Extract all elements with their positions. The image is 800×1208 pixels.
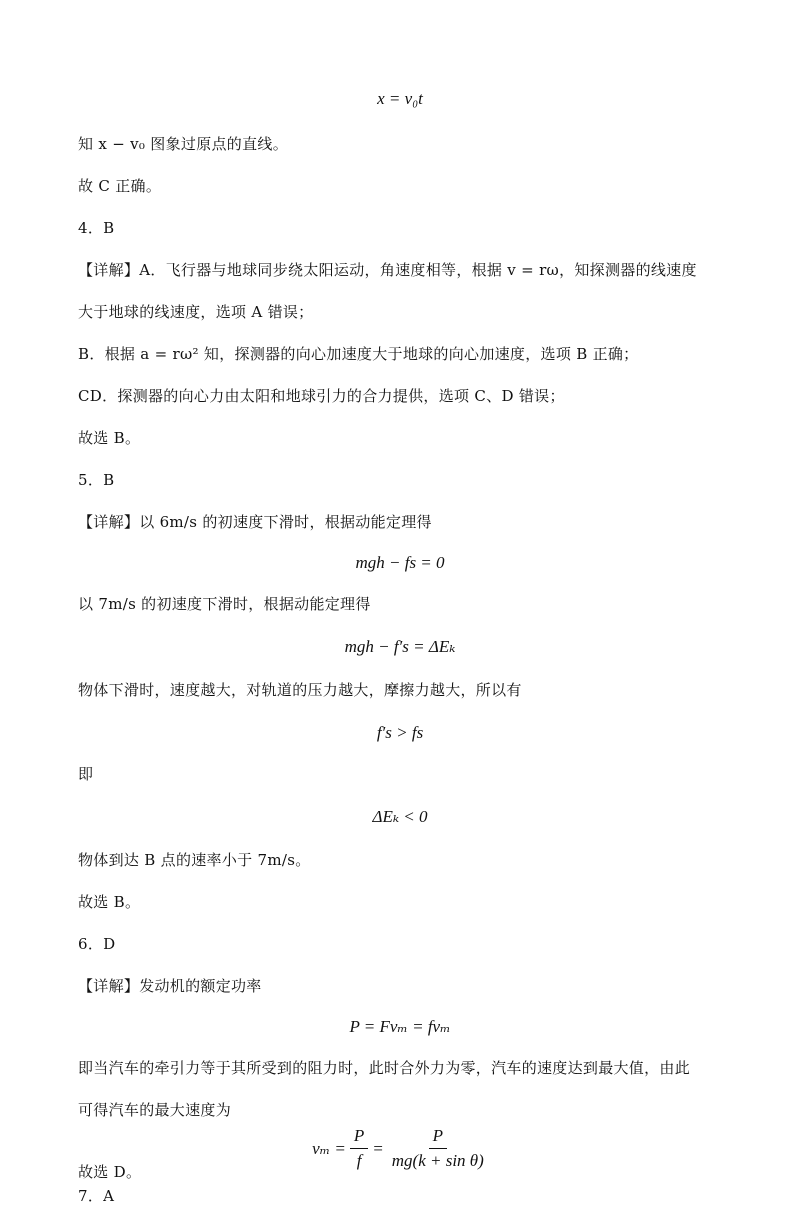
fraction-numerator: P xyxy=(350,1126,368,1149)
text-line: 大于地球的线速度，选项 A 错误； xyxy=(78,303,314,321)
text-line: 【详解】发动机的额定功率 xyxy=(78,977,262,995)
text-line: 故选 B。 xyxy=(78,429,141,447)
equation-inequality: f′s > fs xyxy=(376,723,424,742)
text-line: 以 7m/s 的初速度下滑时，根据动能定理得 xyxy=(78,595,371,613)
fraction-numerator: P xyxy=(429,1126,447,1149)
equation-delta-ek: ΔEₖ < 0 xyxy=(372,807,428,826)
equation-power: P = Fvₘ = fvₘ xyxy=(349,1017,451,1036)
answer-number: 7．A xyxy=(78,1187,115,1205)
equals-sign: = xyxy=(372,1138,384,1158)
text-line: 知 x − v₀ 图象过原点的直线。 xyxy=(78,135,288,153)
equation-x-v0t: x = v₀t xyxy=(377,89,423,108)
text-line: B．根据 a = rω² 知，探测器的向心加速度大于地球的向心加速度，选项 B 正确； xyxy=(78,345,639,363)
answer-number: 6．D xyxy=(78,935,116,953)
equation-energy-1: mgh − fs = 0 xyxy=(355,553,445,572)
equation-lhs: vₘ = xyxy=(312,1138,346,1158)
text-line: CD．探测器的向心力由太阳和地球引力的合力提供，选项 C、D 错误； xyxy=(78,387,565,405)
text-line: 物体下滑时，速度越大，对轨道的压力越大，摩擦力越大，所以有 xyxy=(78,681,522,699)
fraction-denominator: f xyxy=(356,1151,362,1170)
text-line: 物体到达 B 点的速率小于 7m/s。 xyxy=(78,851,311,869)
text-line: 可得汽车的最大速度为 xyxy=(78,1101,232,1119)
text-line: 故选 D。 xyxy=(78,1163,142,1181)
fraction-p-over-mg xyxy=(388,1126,488,1171)
text-line: 即当汽车的牵引力等于其所受到的阻力时，此时合外力为零，汽车的速度达到最大值，由此 xyxy=(78,1059,691,1077)
text-line: 【详解】A．飞行器与地球同步绕太阳运动，角速度相等，根据 v = rω，知探测器的线速度 xyxy=(78,261,697,279)
text-line: 即 xyxy=(78,765,94,783)
equation-energy-2: mgh − f′s = ΔEₖ xyxy=(344,637,456,656)
fraction-p-over-f xyxy=(350,1126,368,1171)
text-line: 故 C 正确。 xyxy=(78,177,162,195)
fraction-denominator: mg(k + sin θ) xyxy=(391,1151,484,1170)
answer-number: 5．B xyxy=(78,471,115,489)
answer-number: 4．B xyxy=(78,219,115,237)
text-line: 故选 B。 xyxy=(78,893,141,911)
text-line: 【详解】以 6m/s 的初速度下滑时，根据动能定理得 xyxy=(78,513,432,531)
